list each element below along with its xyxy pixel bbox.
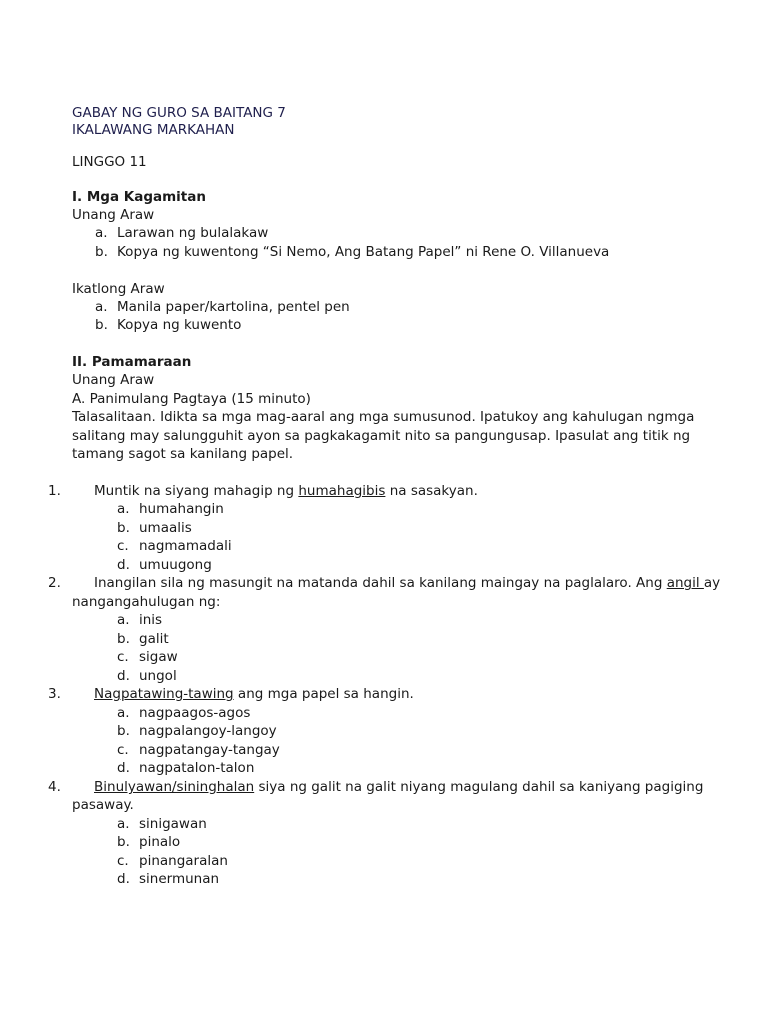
choice-text: umuugong [139, 557, 212, 573]
choice-marker: c. [117, 742, 129, 758]
underlined-word: angil [666, 575, 704, 591]
choice-marker: d. [117, 760, 130, 776]
question-text-post: ang mga papel sa hangin. [233, 686, 414, 702]
underlined-word: humahagibis [298, 483, 386, 499]
choice-marker: b. [117, 520, 130, 536]
choice-text: inis [139, 612, 163, 628]
list-marker: b. [95, 317, 108, 333]
list-item: Kopya ng kuwentong “Si Nemo, Ang Batang Papel” ni Rene O. Villanueva [117, 244, 610, 260]
choice-text: pinalo [139, 834, 181, 850]
choice-marker: d. [117, 668, 130, 684]
list-item: Manila paper/kartolina, pentel pen [117, 299, 350, 315]
document-subtitle: IKALAWANG MARKAHAN [72, 122, 235, 138]
question-text [94, 685, 414, 703]
underlined-word: Binulyawan/sininghalan [94, 779, 255, 795]
week-label: LINGGO 11 [72, 154, 147, 170]
question-number: 1. [48, 483, 61, 499]
choice-marker: a. [117, 705, 130, 721]
question-number: 3. [48, 686, 61, 702]
choice-text: ungol [139, 668, 177, 684]
choice-text: sinigawan [139, 816, 207, 832]
materials-day1-label: Unang Araw [72, 207, 155, 223]
procedure-day1-label: Unang Araw [72, 372, 155, 388]
materials-day3-label: Ikatlong Araw [72, 281, 165, 297]
question-text-post: na sasakyan. [385, 483, 478, 499]
question-continuation: nangangahulugan ng: [72, 594, 221, 610]
choice-marker: b. [117, 631, 130, 647]
instruction-line: Talasalitaan. Idikta sa mga mag-aaral ang mga sumusunod. Ipatukoy ang kahulugan ngmga [72, 409, 695, 425]
choice-text: sinermunan [139, 871, 220, 887]
choice-text: nagpatangay-tangay [139, 742, 280, 758]
list-item: Larawan ng bulalakaw [117, 225, 269, 241]
question-text-pre: Muntik na siyang mahagip ng [94, 483, 299, 499]
choice-text: umaalis [139, 520, 192, 536]
question-number: 4. [48, 779, 61, 795]
choice-marker: d. [117, 557, 130, 573]
materials-heading: I. Mga Kagamitan [72, 189, 206, 205]
choice-text: galit [139, 631, 169, 647]
choice-marker: a. [117, 612, 130, 628]
choice-text: nagpaagos-agos [139, 705, 251, 721]
choice-text: sigaw [139, 649, 178, 665]
choice-text: pinangaralan [139, 853, 228, 869]
procedure-heading: II. Pamamaraan [72, 354, 192, 370]
question-text-pre: Inangilan sila ng masungit na matanda dahil sa kanilang maingay na paglalaro. Ang [94, 575, 667, 591]
list-marker: a. [95, 225, 108, 241]
choice-marker: a. [117, 816, 130, 832]
instruction-line: tamang sagot sa kanilang papel. [72, 446, 294, 462]
choice-marker: c. [117, 649, 129, 665]
document-title: GABAY NG GURO SA BAITANG 7 [72, 105, 286, 121]
question-text [94, 778, 703, 796]
question-text-post: siya ng galit na galit niyang magulang dahil sa kaniyang pagiging [254, 779, 704, 795]
choice-text: nagpatalon-talon [139, 760, 255, 776]
instruction-line: salitang may salungguhit ayon sa pagkakagamit nito sa pangungusap. Ipasulat ang titik ng [72, 428, 691, 444]
question-text [94, 482, 478, 500]
list-item: Kopya ng kuwento [117, 317, 242, 333]
underlined-word: Nagpatawing-tawing [94, 686, 234, 702]
choice-marker: b. [117, 834, 130, 850]
choice-marker: c. [117, 538, 129, 554]
choice-marker: b. [117, 723, 130, 739]
list-marker: a. [95, 299, 108, 315]
question-number: 2. [48, 575, 61, 591]
question-text [94, 574, 720, 592]
choice-text: nagpalangoy-langoy [139, 723, 277, 739]
list-marker: b. [95, 244, 108, 260]
choice-marker: d. [117, 871, 130, 887]
choice-marker: a. [117, 501, 130, 517]
section-a-label: A. Panimulang Pagtaya (15 minuto) [72, 391, 311, 407]
choice-marker: c. [117, 853, 129, 869]
question-continuation: pasaway. [72, 797, 134, 813]
choice-text: nagmamadali [139, 538, 232, 554]
question-text-post: ay [703, 575, 721, 591]
choice-text: humahangin [139, 501, 224, 517]
